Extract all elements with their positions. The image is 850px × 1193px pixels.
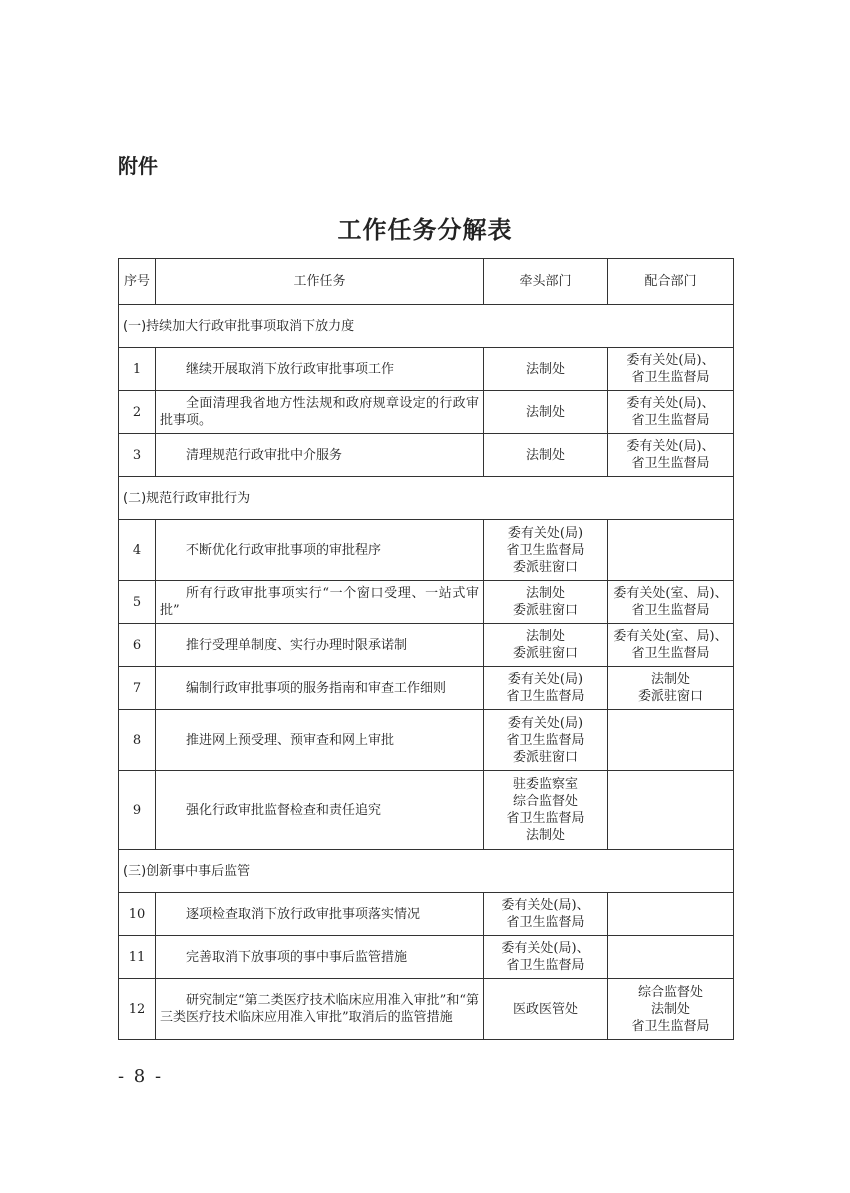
lead-department: 委派驻窗口: [512, 646, 578, 661]
row-number: 11: [119, 936, 156, 979]
lead-department: 省卫生监督局: [506, 811, 585, 826]
cooperating-department: 委有关处(室、局)、: [613, 629, 728, 644]
row-number: 12: [119, 979, 156, 1040]
lead-department-cell: [484, 710, 608, 771]
task-cell: 完善取消下放事项的事中事后监管措施: [156, 936, 484, 979]
section-heading: (一)持续加大行政审批事项取消下放力度: [119, 305, 734, 348]
row-number: 4: [119, 520, 156, 581]
table-row: [119, 391, 734, 434]
task-breakdown-table: [118, 258, 734, 1040]
task-cell: 逐项检查取消下放行政审批事项落实情况: [156, 893, 484, 936]
table-row: [119, 348, 734, 391]
row-number: 3: [119, 434, 156, 477]
page-number: - 8 -: [118, 1066, 164, 1087]
row-number: 7: [119, 667, 156, 710]
table-row: [119, 936, 734, 979]
lead-department: 委派驻窗口: [512, 603, 578, 618]
lead-department: 法制处: [525, 629, 565, 644]
cooperating-department-cell: [608, 936, 734, 979]
cooperating-department: 省卫生监督局: [631, 646, 710, 661]
task-cell: 所有行政审批事项实行“一个窗口受理、一站式审批”: [156, 581, 484, 624]
task-cell: 推行受理单制度、实行办理时限承诺制: [156, 624, 484, 667]
cooperating-department-cell: [608, 771, 734, 850]
lead-department: 委有关处(局): [507, 672, 584, 687]
table-row: [119, 771, 734, 850]
row-number: 10: [119, 893, 156, 936]
task-cell: 研究制定“第二类医疗技术临床应用准入审批”和“第三类医疗技术临床应用准入审批”取消后的监管措施: [156, 979, 484, 1040]
cooperating-department: 法制处: [650, 1001, 690, 1017]
lead-department: 驻委监察室: [512, 777, 578, 792]
table-row: [119, 710, 734, 771]
lead-department-cell: [484, 624, 608, 667]
lead-department: 省卫生监督局: [506, 958, 585, 973]
document-title: 工作任务分解表: [337, 215, 513, 244]
cooperating-department-cell: [608, 710, 734, 771]
task-cell: 推进网上预受理、预审查和网上审批: [156, 710, 484, 771]
header-no: 序号: [119, 259, 156, 305]
cooperating-department-cell: [608, 434, 734, 477]
header-task: 工作任务: [156, 259, 484, 305]
cooperating-department: 委有关处(局)、: [626, 396, 715, 411]
lead-department: 委派驻窗口: [512, 749, 578, 765]
row-number: 5: [119, 581, 156, 624]
cooperating-department-cell: [608, 624, 734, 667]
task-cell: 全面清理我省地方性法规和政府规章设定的行政审批事项。: [156, 391, 484, 434]
cooperating-department: 省卫生监督局: [631, 456, 710, 471]
cooperating-department: 省卫生监督局: [631, 603, 710, 618]
lead-department: 委有关处(局)、: [501, 941, 590, 956]
section-heading-row: [119, 477, 734, 520]
lead-department: 法制处: [525, 586, 565, 601]
lead-department-cell: [484, 667, 608, 710]
lead-department: 综合监督处: [512, 794, 578, 809]
lead-department-cell: [484, 936, 608, 979]
lead-department-cell: [484, 348, 608, 391]
lead-department: 省卫生监督局: [506, 542, 585, 558]
lead-department: 委有关处(局)、: [501, 898, 590, 913]
task-cell: 不断优化行政审批事项的审批程序: [156, 520, 484, 581]
task-cell: 清理规范行政审批中介服务: [156, 434, 484, 477]
cooperating-department-cell: [608, 667, 734, 710]
lead-department-cell: [484, 979, 608, 1040]
table-row: [119, 893, 734, 936]
cooperating-department: 综合监督处: [637, 984, 703, 1000]
cooperating-department: 省卫生监督局: [631, 413, 710, 428]
cooperating-department-cell: [608, 581, 734, 624]
lead-department: 法制处: [525, 828, 565, 843]
lead-department: 法制处: [525, 447, 565, 463]
lead-department-cell: [484, 520, 608, 581]
lead-department-cell: [484, 771, 608, 850]
table-row: [119, 581, 734, 624]
section-heading: (三)创新事中事后监管: [119, 850, 734, 893]
lead-department: 委有关处(局): [507, 525, 584, 541]
lead-department: 法制处: [525, 361, 565, 377]
task-cell: 强化行政审批监督检查和责任追究: [156, 771, 484, 850]
table-row: [119, 624, 734, 667]
table-row: [119, 979, 734, 1040]
cooperating-department: 法制处: [650, 672, 690, 687]
lead-department: 委有关处(局): [507, 715, 584, 731]
section-heading-row: [119, 305, 734, 348]
cooperating-department: 委有关处(室、局)、: [613, 586, 728, 601]
cooperating-department-cell: [608, 348, 734, 391]
section-heading: (二)规范行政审批行为: [119, 477, 734, 520]
section-heading-row: [119, 850, 734, 893]
table-row: [119, 667, 734, 710]
lead-department: 省卫生监督局: [506, 915, 585, 930]
cooperating-department-cell: [608, 391, 734, 434]
table-body: [119, 305, 734, 1040]
table-header-row: [119, 259, 734, 305]
cooperating-department-cell: [608, 979, 734, 1040]
table-row: [119, 520, 734, 581]
cooperating-department-cell: [608, 520, 734, 581]
cooperating-department: 委派驻窗口: [637, 689, 703, 704]
lead-department: 委派驻窗口: [512, 559, 578, 575]
lead-department: 医政医管处: [512, 1001, 578, 1017]
lead-department: 法制处: [525, 404, 565, 420]
cooperating-department: 省卫生监督局: [631, 1018, 710, 1034]
row-number: 6: [119, 624, 156, 667]
row-number: 2: [119, 391, 156, 434]
task-cell: 编制行政审批事项的服务指南和审查工作细则: [156, 667, 484, 710]
task-cell: 继续开展取消下放行政审批事项工作: [156, 348, 484, 391]
cooperating-department: 省卫生监督局: [631, 370, 710, 385]
lead-department: 省卫生监督局: [506, 689, 585, 704]
row-number: 8: [119, 710, 156, 771]
cooperating-department: 委有关处(局)、: [626, 353, 715, 368]
header-coop: 配合部门: [608, 259, 734, 305]
lead-department-cell: [484, 434, 608, 477]
row-number: 9: [119, 771, 156, 850]
cooperating-department-cell: [608, 893, 734, 936]
row-number: 1: [119, 348, 156, 391]
lead-department-cell: [484, 893, 608, 936]
cooperating-department: 委有关处(局)、: [626, 439, 715, 454]
table-row: [119, 434, 734, 477]
lead-department-cell: [484, 581, 608, 624]
header-lead: 牵头部门: [484, 259, 608, 305]
attachment-label: 附件: [118, 154, 158, 178]
lead-department: 省卫生监督局: [506, 732, 585, 748]
lead-department-cell: [484, 391, 608, 434]
